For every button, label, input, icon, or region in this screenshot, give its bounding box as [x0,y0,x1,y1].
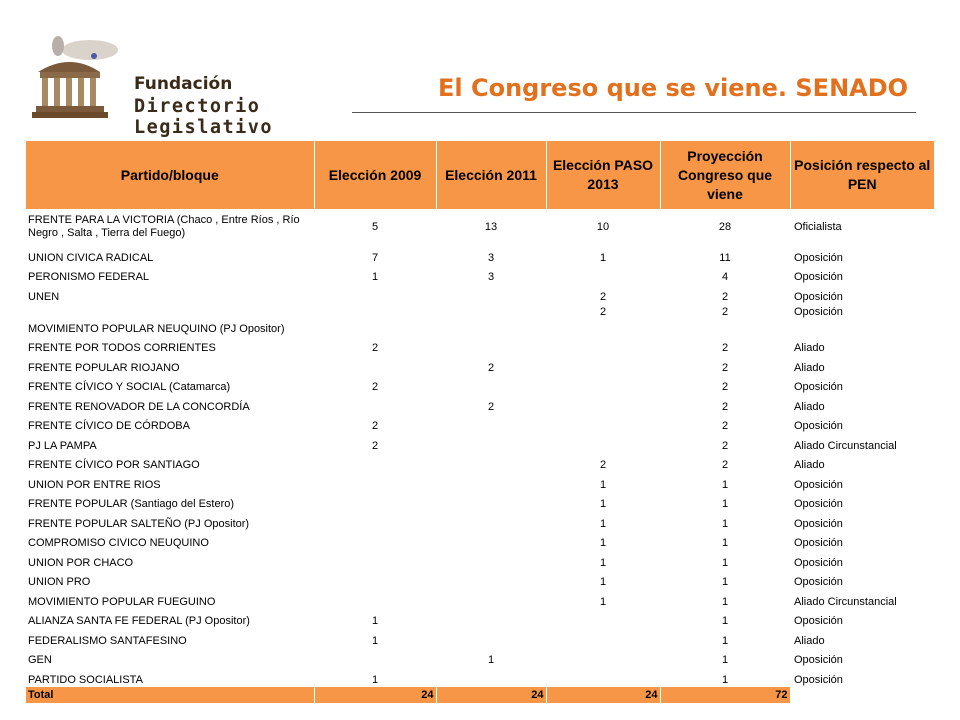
table-row [26,355,934,375]
header-paso-2013: Elección PASO 2013 [546,141,660,209]
cell-position: Aliado [794,400,825,413]
cell-position: Oposición [794,576,843,588]
cell-position: Oposición [794,290,843,303]
cell-projection: 2 [721,290,729,303]
cell-party: MOVIMIENTO POPULAR NEUQUINO (PJ Opositor) [28,322,285,335]
cell-projection: 1 [721,498,729,510]
cell-party: UNION PRO [28,576,91,588]
cell-2009: 7 [371,251,379,264]
cell-2009 [314,531,436,551]
cell-2009: 1 [371,634,379,647]
cell-2011 [436,550,546,570]
cell-paso: 1 [599,556,607,569]
cell-projection: 2 [721,361,729,374]
cell-projection: 1 [721,537,729,549]
cell-party: UNION POR ENTRE RIOS [28,478,161,491]
cell-party: COMPROMISO CIVICO NEUQUINO [28,537,209,549]
cell-position: Oposición [794,615,843,627]
cell-2009 [314,648,436,668]
cell-paso [546,433,660,453]
cell-paso: 2 [599,305,607,318]
cell-paso [546,355,660,375]
table-row [26,245,934,265]
cell-2011 [436,570,546,590]
table-row [26,284,934,304]
table-row [26,531,934,551]
cell-2009 [314,394,436,414]
cell-projection: 1 [721,673,729,686]
cell-position: Oposición [794,673,843,686]
cell-projection: 1 [721,517,729,530]
cell-2009 [314,589,436,609]
cell-2011 [436,375,546,395]
cell-position: Oposición [794,498,843,510]
cell-party: UNION POR CHACO [28,556,134,569]
table-row [26,304,934,336]
cell-party: FRENTE POPULAR (Santiago del Estero) [28,498,235,510]
cell-2009 [314,492,436,512]
table-row [26,628,934,648]
cell-paso [546,265,660,285]
cell-party: FRENTE CÍVICO DE CÓRDOBA [28,420,190,432]
table-body [26,209,934,687]
cell-party: MOVIMIENTO POPULAR FUEGUINO [28,595,216,608]
cell-paso [546,414,660,434]
cell-2011 [436,492,546,512]
table-row [26,453,934,473]
header-2009: Elección 2009 [314,141,436,209]
cell-2009: 5 [371,220,379,233]
senate-table [26,141,934,703]
cell-projection: 2 [721,305,729,318]
cell-party: FRENTE POPULAR RIOJANO [28,361,180,374]
cell-paso [546,628,660,648]
cell-position: Oposición [794,251,843,264]
cell-position: Oposición [794,654,843,666]
cell-paso: 1 [599,576,607,588]
table-row [26,609,934,629]
cell-projection: 4 [721,271,729,283]
cell-2011: 2 [487,400,495,413]
cell-2009 [314,570,436,590]
cell-2011 [436,414,546,434]
cell-2011 [436,304,546,336]
cell-2009 [314,472,436,492]
cell-projection: 11 [719,251,731,264]
cell-position: Oposición [794,271,843,283]
cell-paso: 1 [599,251,607,264]
cell-2009 [314,453,436,473]
cell-paso [546,609,660,629]
cell-party: FRENTE CÍVICO Y SOCIAL (Catamarca) [28,381,231,393]
cell-paso: 1 [599,478,607,491]
cell-party: FRENTE CÍVICO POR SANTIAGO [28,459,200,471]
cell-projection: 1 [721,478,729,491]
cell-party: ALIANZA SANTA FE FEDERAL (PJ Opositor) [28,615,250,627]
cell-paso: 1 [599,537,607,549]
cell-position: Aliado Circunstancial [794,439,897,452]
cell-position: Aliado [794,459,825,471]
table-row [26,589,934,609]
page-title: El Congreso que se viene. SENADO [438,74,909,102]
title-divider [352,112,916,113]
cell-2011 [436,589,546,609]
logo-line-2: Directorio Legislativo [134,96,274,138]
cell-paso: 1 [599,595,607,608]
cell-projection: 1 [721,634,729,647]
total-label: Total [26,687,314,703]
cell-2009 [314,511,436,531]
cell-projection: 28 [718,220,732,233]
cell-position: Oposición [794,517,843,530]
cell-projection: 1 [721,615,729,627]
cell-2011: 3 [487,251,495,264]
cell-2009 [314,304,436,336]
cell-party: FRENTE PARA LA VICTORIA (Chaco , Entre Ríos , Río Negro , Salta , Tierra del Fuego) [28,214,300,239]
congress-building-logo-icon [28,32,128,124]
table-row [26,492,934,512]
cell-2009 [314,550,436,570]
cell-position: Oposición [794,556,843,569]
cell-2011 [436,472,546,492]
cell-2011 [436,667,546,687]
cell-paso [546,667,660,687]
cell-projection: 1 [721,654,729,666]
table-row [26,648,934,668]
cell-party: PJ LA PAMPA [28,439,97,452]
cell-paso [546,648,660,668]
cell-2009: 2 [371,381,379,393]
cell-projection: 2 [721,381,729,393]
header-row [26,141,934,209]
total-2011: 24 [436,687,546,703]
cell-projection: 2 [721,459,729,471]
total-2009: 24 [314,687,436,703]
cell-2011 [436,336,546,356]
cell-projection: 2 [721,420,729,432]
cell-party: GEN [28,654,52,666]
cell-2011: 13 [484,220,498,233]
cell-projection: 1 [721,576,729,588]
cell-position: Oposición [794,381,843,393]
cell-2009 [314,284,436,304]
table-row [26,414,934,434]
cell-position: Aliado [794,634,825,647]
header-2011: Elección 2011 [436,141,546,209]
cell-position: Oposición [794,537,843,549]
cell-2011 [436,511,546,531]
total-projection: 72 [660,687,790,703]
cell-2009 [314,355,436,375]
logo [28,32,328,138]
cell-projection: 2 [721,439,729,452]
cell-position: Oposición [794,420,843,432]
table-row [26,570,934,590]
table-row [26,265,934,285]
cell-projection: 1 [721,595,729,608]
table-row [26,394,934,414]
table-row [26,667,934,687]
total-paso: 24 [546,687,660,703]
cell-position: Aliado Circunstancial [794,595,897,608]
cell-2009: 1 [371,271,379,283]
logo-line-1: Fundación [134,74,233,94]
cell-party: FRENTE POR TODOS CORRIENTES [28,342,216,354]
table-row [26,375,934,395]
cell-position: Oficialista [794,220,842,233]
table-row [26,209,934,245]
cell-projection: 2 [721,342,729,354]
cell-2009: 2 [371,420,379,432]
cell-2009: 2 [371,342,379,354]
table-row [26,550,934,570]
cell-party: UNEN [28,290,60,303]
cell-paso [546,375,660,395]
cell-paso: 2 [599,459,607,471]
header-party: Partido/bloque [26,141,314,209]
cell-2011 [436,284,546,304]
cell-2009: 2 [371,439,379,452]
cell-2011: 2 [487,361,495,374]
cell-position: Oposición [794,305,843,318]
table-row [26,472,934,492]
cell-projection: 2 [721,400,729,413]
cell-2009: 1 [371,673,379,686]
cell-party: UNION CIVICA RADICAL [28,251,154,264]
cell-paso: 2 [599,290,607,303]
cell-projection: 1 [721,556,729,569]
cell-party: FRENTE RENOVADOR DE LA CONCORDÍA [28,400,250,413]
cell-paso: 1 [599,517,607,530]
table-row [26,511,934,531]
cell-2011: 1 [487,654,495,666]
cell-paso: 1 [599,498,607,510]
cell-position: Oposición [794,478,843,491]
cell-2011: 3 [487,271,495,283]
table-row [26,433,934,453]
cell-2011 [436,531,546,551]
total-row [26,687,934,703]
cell-2011 [436,453,546,473]
cell-2009: 1 [371,615,379,627]
header-projection: Proyección Congreso que viene [660,141,790,209]
cell-paso: 10 [596,220,610,233]
cell-party: FRENTE POPULAR SALTEÑO (PJ Opositor) [28,517,250,530]
cell-paso [546,394,660,414]
cell-2011 [436,609,546,629]
cell-paso [546,336,660,356]
cell-2011 [436,628,546,648]
table-row [26,336,934,356]
cell-position: Aliado [794,342,825,354]
total-position [790,687,934,703]
cell-party: PERONISMO FEDERAL [28,271,150,283]
cell-party: FEDERALISMO SANTAFESINO [28,634,187,647]
cell-position: Aliado [794,361,825,374]
cell-party: PARTIDO SOCIALISTA [28,673,143,686]
header-position: Posición respecto al PEN [790,141,934,209]
cell-2011 [436,433,546,453]
